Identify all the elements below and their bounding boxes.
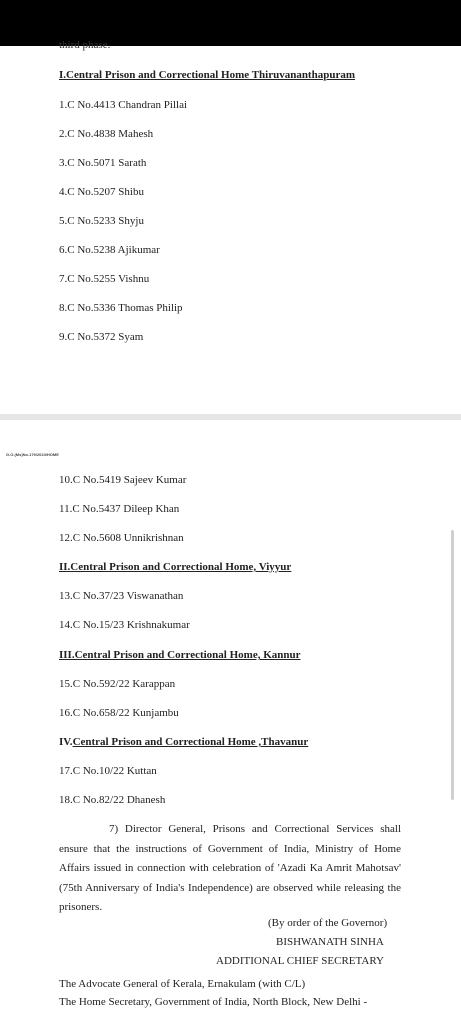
- list-item: 2.C No.4838 Mahesh: [59, 128, 154, 140]
- recipient-line: The Advocate General of Kerala, Ernakulam (with C/L): [59, 978, 306, 990]
- list-item: 18.C No.82/22 Dhanesh: [59, 794, 166, 806]
- list-item: 16.C No.658/22 Kunjambu: [59, 707, 179, 719]
- recipient-line: The Home Secretary, Government of India, North Block, New Delhi -: [59, 996, 368, 1008]
- instruction-paragraph: [59, 820, 401, 918]
- list-item: 13.C No.37/23 Viswanathan: [59, 590, 184, 602]
- list-item: 10.C No.5419 Sajeev Kumar: [59, 474, 187, 486]
- list-item: 15.C No.592/22 Karappan: [59, 678, 176, 690]
- list-item: 1.C No.4413 Chandran Pillai: [59, 99, 188, 111]
- list-item: 11.C No.5437 Dileep Khan: [59, 503, 180, 515]
- list-item: 9.C No.5372 Syam: [59, 331, 144, 343]
- paragraph-text: 7) Director General, Prisons and Correctional Services shall ensure that the instructions of Government of India, Ministry of Home Affairs issued in connection with celebration of 'Azadi Ka Amrit Mahotsav' (75th Anniversary of India's Independence) are observed while releasing the prisoners.: [59, 823, 401, 913]
- list-item: 4.C No.5207 Shibu: [59, 186, 144, 198]
- list-item: 7.C No.5255 Vishnu: [59, 273, 150, 285]
- list-item: 5.C No.5233 Shyju: [59, 215, 144, 227]
- list-item: 14.C No.15/23 Krishnakumar: [59, 619, 190, 631]
- signature-designation: ADDITIONAL CHIEF SECRETARY: [216, 955, 384, 967]
- go-code: G.O.(Ms)No.179/2023/HOME: [6, 452, 59, 457]
- section-1-heading: I.Central Prison and Correctional Home Thiruvananthapuram: [59, 69, 355, 81]
- cut-off-text: third phase.: [59, 39, 111, 51]
- list-item: 12.C No.5608 Unnikrishnan: [59, 532, 184, 544]
- section-4-heading: [59, 735, 308, 749]
- section-3-heading: III.Central Prison and Correctional Home, Kannur: [59, 649, 301, 661]
- list-item: 8.C No.5336 Thomas Philip: [59, 302, 183, 314]
- list-item: 6.C No.5238 Ajikumar: [59, 244, 160, 256]
- scrollbar[interactable]: [451, 530, 454, 800]
- section-4-title: Central Prison and Correctional Home ,Thavanur: [72, 736, 309, 748]
- list-item: 3.C No.5071 Sarath: [59, 157, 147, 169]
- signature-name: BISHWANATH SINHA: [276, 936, 384, 948]
- list-item: 17.C No.10/22 Kuttan: [59, 765, 157, 777]
- signature-order: (By order of the Governor): [268, 917, 388, 929]
- section-4-prefix: IV.: [59, 736, 73, 748]
- section-2-heading: II.Central Prison and Correctional Home, Viyyur: [59, 561, 292, 573]
